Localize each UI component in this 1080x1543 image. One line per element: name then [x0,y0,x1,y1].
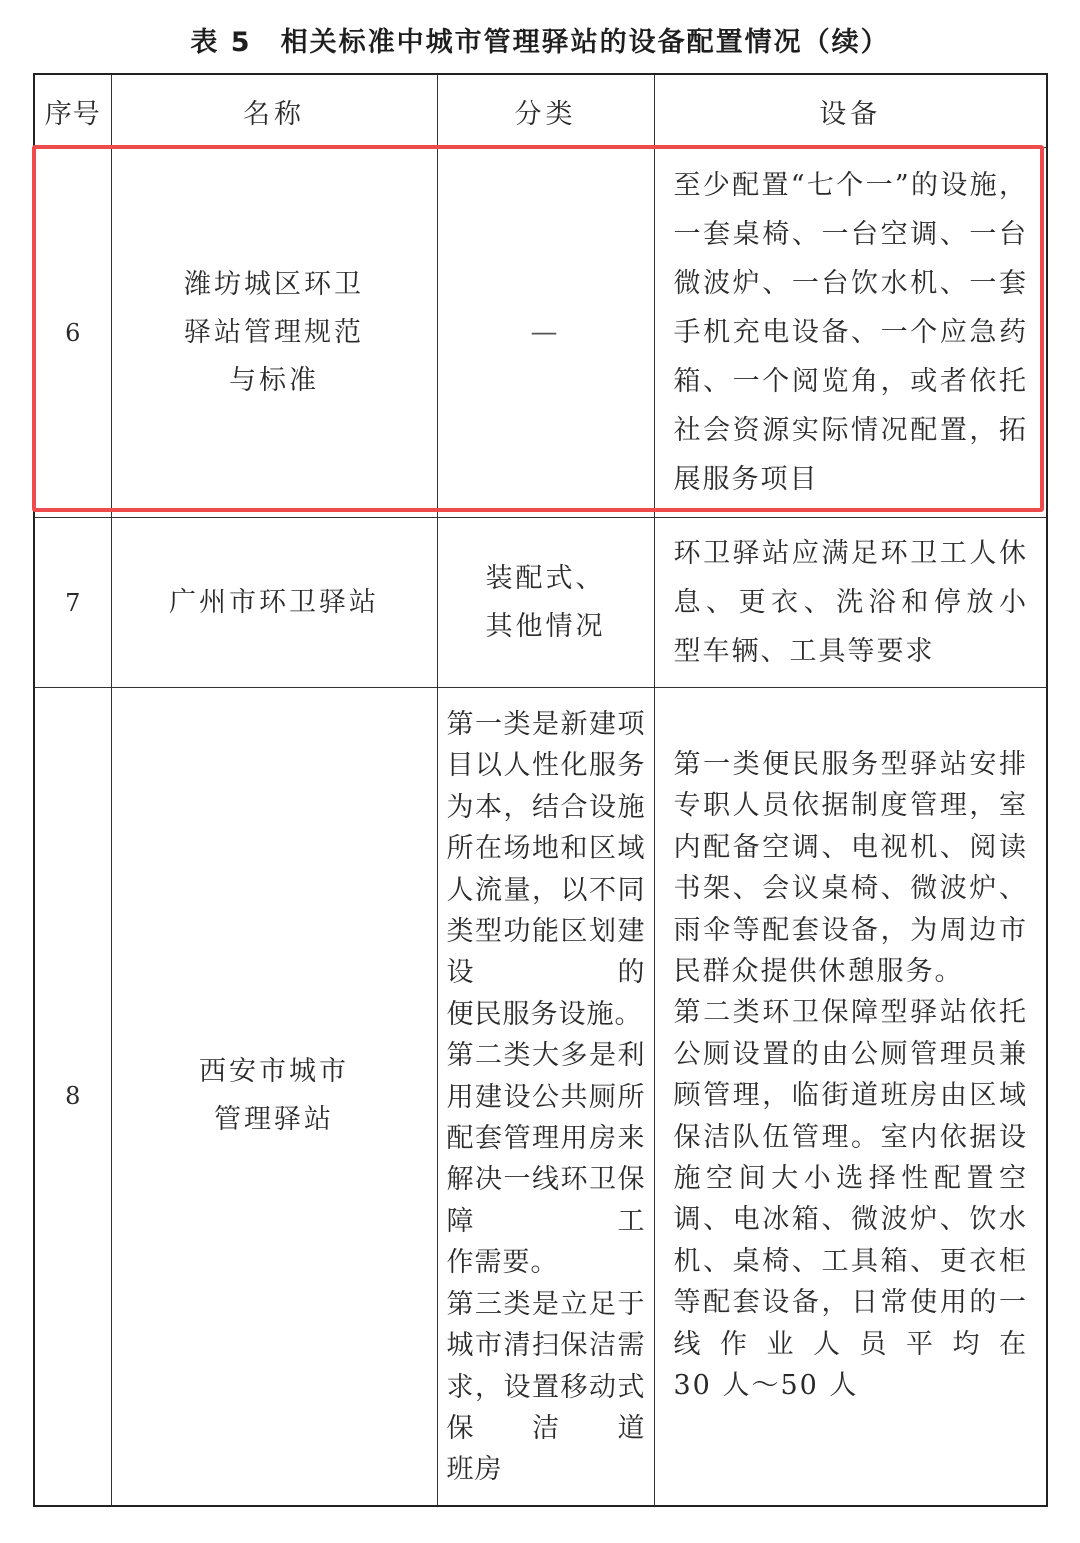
row-equipment [654,688,1047,1506]
category-line: 装配式、 [485,562,606,594]
row-equipment [654,518,1047,688]
row-equipment [654,148,1047,518]
equipment-text-end: 型车辆、工具等要求 [673,636,935,667]
name-line: 与标准 [229,364,319,396]
equipment-paragraph: 第二类环卫保障型驿站依托公厕设置的由公厕管理员兼顾管理，临街道班房由区域保洁队伍管理。室内依据设施空间大小选择性配置空调、电冰箱、微波炉、饮水机、桌椅、工具箱、更衣柜等配套设备，日常使用的一线作业人员平均在 30 人～50 人 [673,997,1028,1402]
name-line: 驿站管理规范 [184,316,364,348]
header-no: 序号 [34,74,111,148]
category-line: 其他情况 [485,610,606,642]
row-category [437,688,654,1506]
row-no: 6 [34,148,111,518]
name-line: 潍坊城区环卫 [184,268,364,300]
name-line: 西安市城市 [199,1056,349,1088]
table-row [34,518,1047,688]
row-no: 7 [34,518,111,688]
row-category [437,518,654,688]
header-name: 名称 [111,74,437,148]
equipment-table [33,73,1048,1507]
row-name [111,148,437,518]
equipment-text: 至少配置“七个一”的设施，一套桌椅、一台空调、一台微波炉、一台饮水机、一套手机充电设备、一个应急药箱、一个阅览角，或者依托社会资源实际情况配置，拓 [673,170,1028,446]
equipment-text: 环卫驿站应满足环卫工人休息、更衣、洗浴和停放小 [673,538,1028,618]
row-name [111,518,437,688]
category-paragraph: 第二类大多是利用建设公共厕所配套管理用房来解决一线环卫保障工 作需要。 [446,1040,646,1279]
equipment-paragraph: 第一类便民服务型驿站安排专职人员依据制度管理，室内配备空调、电视机、阅读书架、会议桌椅、微波炉、雨伞等配套设备，为周边市 民群众提供休憩服务。 [673,749,1028,988]
header-row [34,74,1047,148]
table-row [34,688,1047,1506]
equipment-text-end: 展服务项目 [673,464,819,495]
table-row [34,148,1047,518]
name-line: 管理驿站 [214,1104,334,1136]
name-line: 广州市环卫驿站 [169,586,379,618]
category-paragraph: 第三类是立足于城市清扫保洁需求，设置移动式保洁道 班房 [446,1288,646,1486]
row-no: 8 [34,688,111,1506]
table-caption: 表 5 相关标准中城市管理驿站的设备配置情况（续） [190,27,890,58]
header-category: 分类 [437,74,654,148]
category-paragraph: 第一类是新建项目以人性化服务为本，结合设施所在场地和区域人流量，以不同类型功能区划建设的 便民服务设施。 [446,709,646,1030]
header-equipment: 设备 [654,74,1047,148]
row-name [111,688,437,1506]
row-category: — [437,148,654,518]
